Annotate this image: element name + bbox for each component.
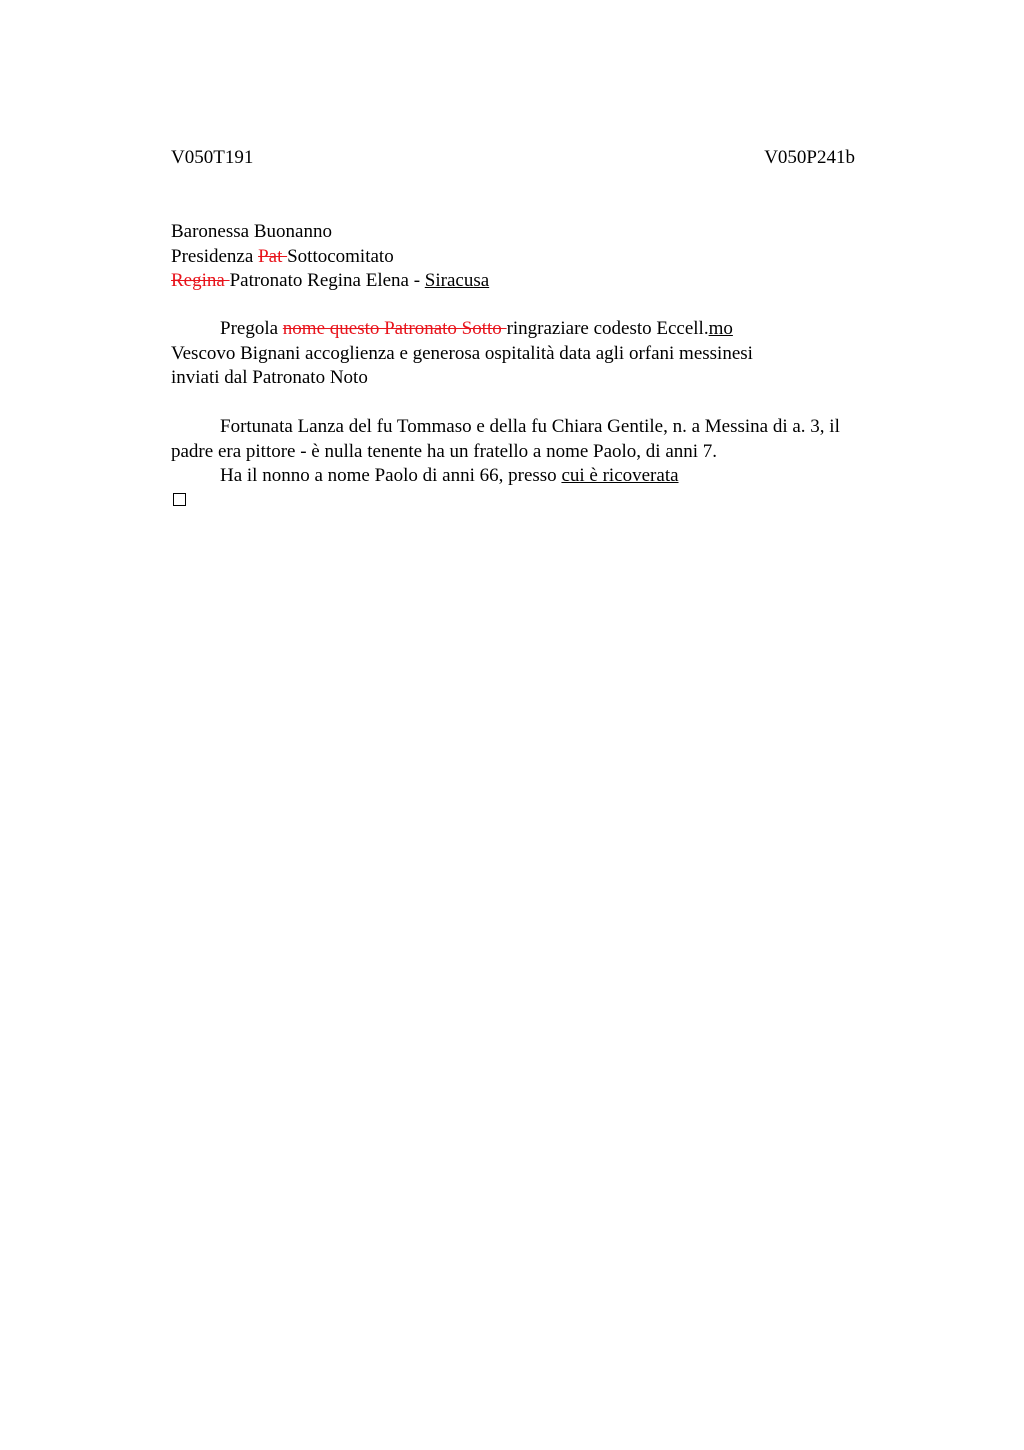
paragraph-2 [171,415,901,489]
address-line-2-text-a: Presidenza [171,245,259,267]
paragraph-1-text-a: Pregola [220,318,283,339]
paragraph-1-line-1 [171,317,753,342]
document-code-left: V050T191 [171,147,254,168]
paragraph-2-line-2: padre era pittore - è nulla tenente ha un fratello a nome Paolo, di anni 7. [171,440,718,462]
underlined-text: mo [708,318,733,339]
recipient-name: Baronessa Buonanno [171,221,332,242]
address-line-3 [171,269,489,294]
underlined-text: Siracusa [424,270,490,291]
paragraph-1 [171,317,753,391]
deleted-text: nome questo Patronato Sotto [282,318,507,339]
address-block [171,220,489,294]
paragraph-2-line-3-text: Ha il nonno a nome Paolo di anni 66, presso [220,465,562,486]
document-code-right: V050P241b [764,147,855,168]
checkbox-square-icon [173,493,186,506]
paragraph-1-line-2: Vescovo Bignani accoglienza e generosa ospitalità data agli orfani messinesi [171,342,753,364]
paragraph-1-line-3: inviati dal Patronato Noto [171,367,368,388]
document-page [171,0,901,1450]
underlined-text: cui è ricoverata [561,465,679,486]
paragraph-2-line-1: Fortunata Lanza del fu Tommaso e della fu Chiara Gentile, n. a Messina di a. 3, il [220,416,840,437]
address-line-2-text-b: Sottocomitato [287,245,394,267]
address-line-1 [171,220,489,245]
address-line-3-text: Patronato Regina Elena - [229,270,425,291]
address-line-2 [171,245,489,270]
paragraph-1-text-b: ringraziare codesto Eccell. [506,318,709,339]
deleted-text: Pat [258,245,288,267]
paragraph-2-line-3 [171,464,901,489]
deleted-text: Regina [171,270,230,291]
